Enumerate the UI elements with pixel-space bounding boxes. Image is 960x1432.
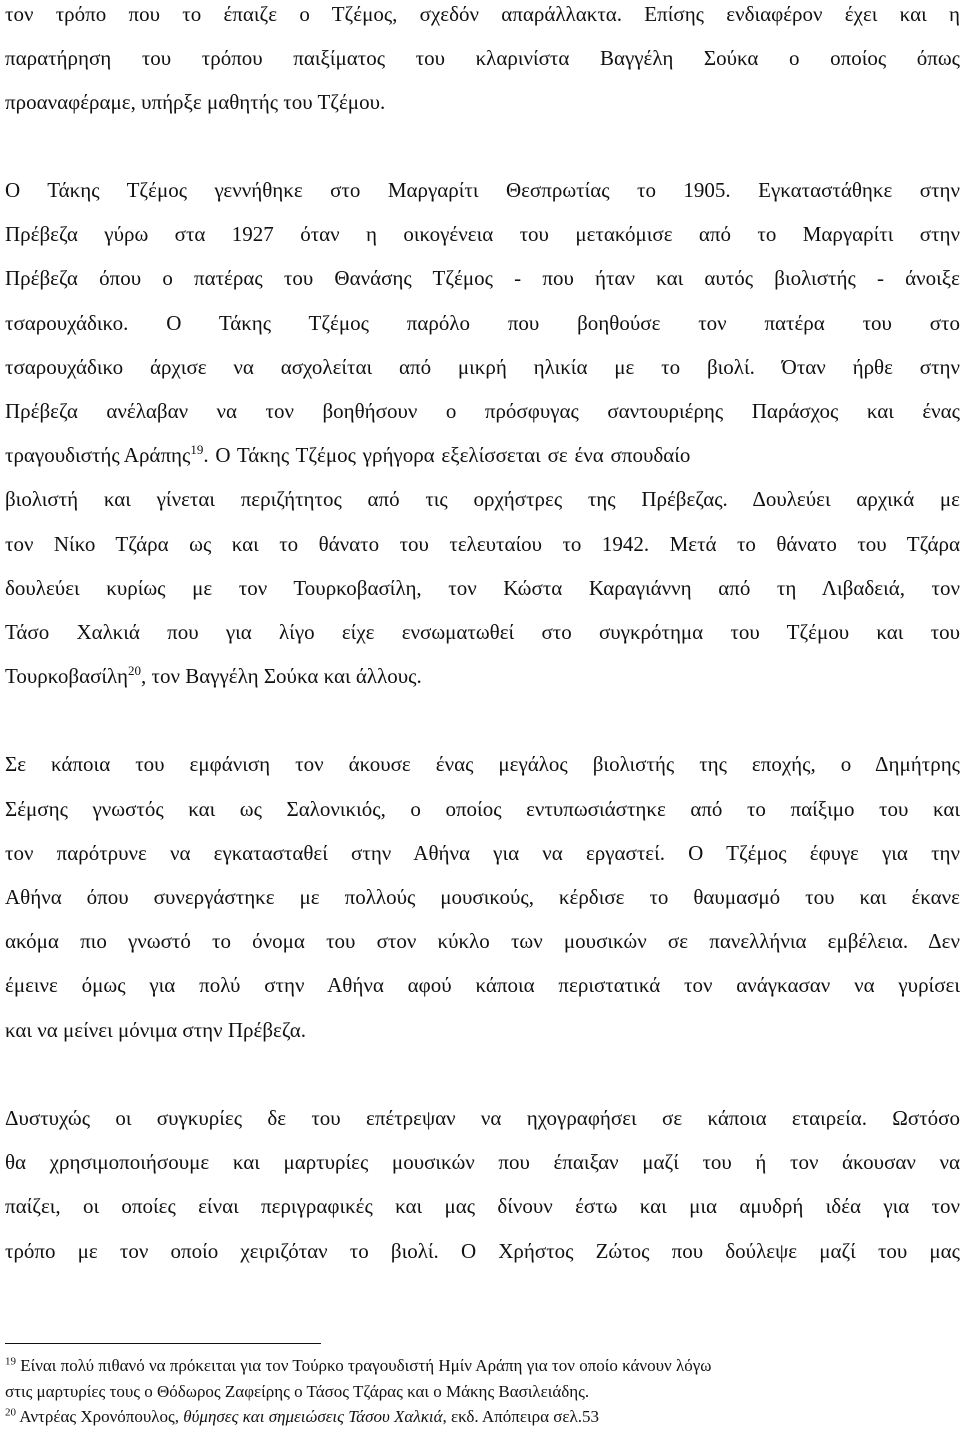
- text-line: τσαρουχάδικο. Ο Τάκης Τζέμος παρόλο που βοηθούσε τον πατέρα του στο: [5, 311, 960, 335]
- text-line: τον τρόπο που το έπαιζε ο Τζέμος, σχεδόν απαράλλακτα. Επίσης ενδιαφέρον έχει και η: [5, 2, 960, 26]
- text-line: τσαρουχάδικο άρχισε να ασχολείται από μικρή ηλικία με το βιολί. Όταν ήρθε στην: [5, 355, 960, 379]
- text-segment: τραγουδιστής Αράπης: [5, 443, 191, 467]
- footnote-author: Αντρέας Χρονόπουλος,: [16, 1407, 184, 1426]
- text-segment: Τουρκοβασίλη: [5, 664, 129, 688]
- text-line: παίζει, οι οποίες είναι περιγραφικές και μας δίνουν έστω και μια αμυδρή ιδέα για τον: [5, 1194, 960, 1218]
- footnote-number: 20: [5, 1406, 16, 1419]
- text-line: Αθήνα όπου συνεργάστηκε με πολλούς μουσικούς, κέρδισε το θαυμασμό του και έκανε: [5, 885, 960, 909]
- footnote-text: , εκδ. Απόπειρα σελ.53: [442, 1407, 600, 1426]
- text-segment: , τον Βαγγέλη Σούκα και άλλους.: [141, 664, 422, 688]
- text-line-with-footnote-ref: [5, 664, 960, 688]
- footnote-20: [5, 1407, 960, 1427]
- text-line: βιολιστή και γίνεται περιζήτητος από τις ορχήστρες της Πρέβεζας. Δουλεύει αρχικά με: [5, 487, 960, 511]
- text-line: δουλεύει κυρίως με τον Τουρκοβασίλη, τον Κώστα Καραγιάννη από τη Λιβαδειά, τον: [5, 576, 960, 600]
- footnote-ref-19: 19: [190, 442, 204, 457]
- text-line-with-footnote-ref: [5, 443, 960, 467]
- text-line: Σέμσης γνωστός και ως Σαλονικιός, ο οποίος εντυπωσιάστηκε από το παίξιμο του και: [5, 797, 960, 821]
- footnote-ref-20: 20: [128, 663, 142, 678]
- text-line: Πρέβεζα ανέλαβαν να τον βοηθήσουν ο πρόσφυγας σαντουριέρης Παράσχος και ένας: [5, 399, 960, 423]
- text-line: Πρέβεζα όπου ο πατέρας του Θανάσης Τζέμος - που ήταν και αυτός βιολιστής - άνοιξε: [5, 266, 960, 290]
- footnote-number: 19: [5, 1355, 16, 1368]
- text-line: τον παρότρυνε να εγκατασταθεί στην Αθήνα για να εργαστεί. Ο Τζέμος έφυγε για την: [5, 841, 960, 865]
- text-line: προαναφέραμε, υπήρξε μαθητής του Τζέμου.: [5, 90, 386, 114]
- footnote-book-title: θύμησες και σημειώσεις Τάσου Χαλκιά: [183, 1407, 443, 1426]
- text-line: Τάσο Χαλκιά που για λίγο είχε ενσωματωθεί στο συγκρότημα του Τζέμου και του: [5, 620, 960, 644]
- text-line: και να μείνει μόνιμα στην Πρέβεζα.: [5, 1018, 307, 1042]
- footnote-separator: [5, 1343, 321, 1344]
- text-segment: . Ο Τάκης Τζέμος γρήγορα εξελίσσεται σε ένα σπουδαίο: [203, 443, 691, 467]
- text-line: παρατήρηση του τρόπου παιξίματος του κλαρινίστα Βαγγέλη Σούκα ο οποίος όπως: [5, 46, 960, 70]
- text-line: Δυστυχώς οι συγκυρίες δε του επέτρεψαν να ηχογραφήσει σε κάποια εταιρεία. Ωστόσο: [5, 1106, 960, 1130]
- footnote-19-continued: στις μαρτυρίες τους ο Θόδωρος Ζαφείρης ο Τάσος Τζάρας και ο Μάκης Βασιλειάδης.: [5, 1382, 590, 1401]
- text-line: Σε κάποια του εμφάνιση τον άκουσε ένας μεγάλος βιολιστής της εποχής, ο Δημήτρης: [5, 752, 960, 776]
- text-line: έμεινε όμως για πολύ στην Αθήνα αφού κάποια περιστατικά τον ανάγκασαν να γυρίσει: [5, 973, 960, 997]
- text-line: Πρέβεζα γύρω στα 1927 όταν η οικογένεια του μετακόμισε από το Μαργαρίτι στην: [5, 222, 960, 246]
- text-line: ακόμα πιο γνωστό το όνομα του στον κύκλο των μουσικών σε πανελλήνια εμβέλεια. Δεν: [5, 929, 960, 953]
- footnote-text: Είναι πολύ πιθανό να πρόκειται για τον Τούρκο τραγουδιστή Ημίν Αράπη για τον οποίο κάνουν λόγω: [16, 1356, 712, 1375]
- text-line: τρόπο με τον οποίο χειριζόταν το βιολί. Ο Χρήστος Ζώτος που δούλεψε μαζί του μας: [5, 1239, 960, 1263]
- text-line: τον Νίκο Τζάρα ως και το θάνατο του τελευταίου το 1942. Μετά το θάνατο του Τζάρα: [5, 532, 960, 556]
- text-line: Ο Τάκης Τζέμος γεννήθηκε στο Μαργαρίτι Θεσπρωτίας το 1905. Εγκαταστάθηκε στην: [5, 178, 960, 202]
- footnote-19: [5, 1356, 960, 1376]
- text-line: θα χρησιμοποιήσουμε και μαρτυρίες μουσικών που έπαιξαν μαζί του ή τον άκουσαν να: [5, 1150, 960, 1174]
